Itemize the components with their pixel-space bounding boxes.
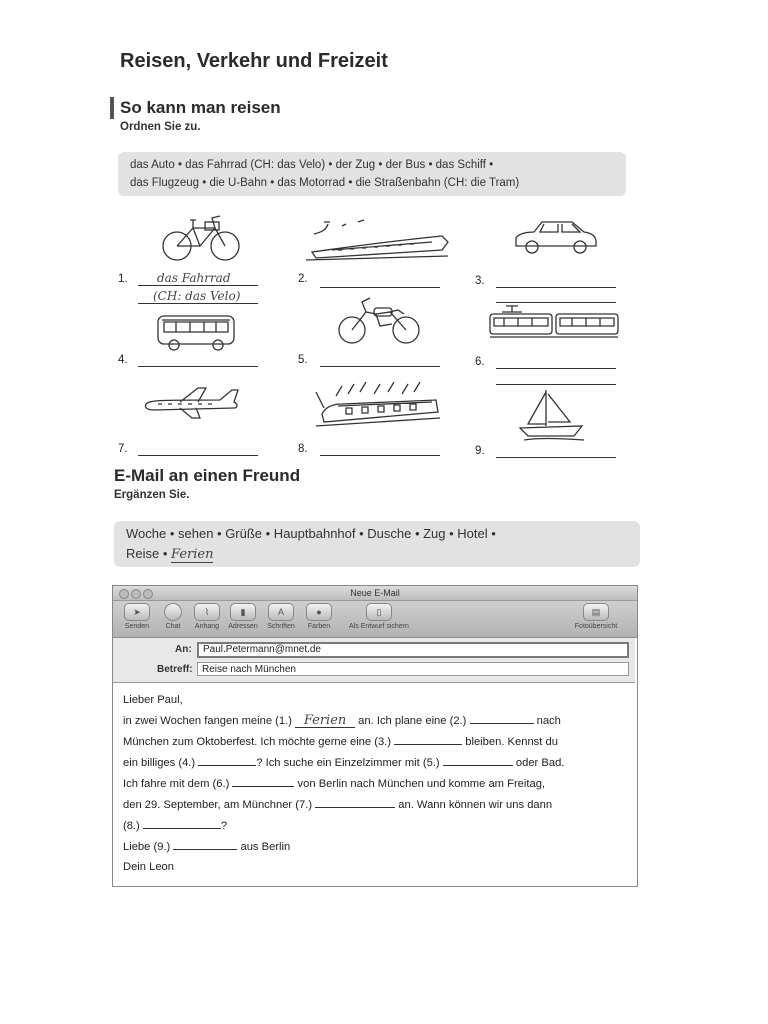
text-segment: an. Ich plane eine (2.)	[358, 715, 467, 727]
email-titlebar	[113, 586, 637, 601]
blank-1-filled: Ferien	[295, 716, 355, 728]
answer-line-6b	[496, 384, 616, 385]
answer-line-8[interactable]	[320, 455, 440, 456]
send-icon: ➤	[124, 603, 150, 621]
text-segment: aus Berlin	[240, 841, 291, 853]
blank-3[interactable]	[394, 733, 462, 745]
text-segment: oder Bad.	[515, 757, 565, 769]
text-segment: in zwei Wochen fangen meine (1.)	[123, 715, 292, 727]
send-button[interactable]	[117, 603, 157, 630]
text-segment: bleiben. Kennst du	[465, 736, 558, 748]
item-number-7: 7.	[118, 443, 128, 455]
word-box-email	[114, 521, 640, 567]
word-box-transport	[118, 152, 626, 196]
answer-line-1a	[138, 285, 258, 286]
subway-train-icon	[312, 378, 444, 435]
chat-icon	[164, 603, 182, 621]
answer-line-2[interactable]	[320, 287, 440, 288]
email-line-6	[123, 795, 628, 816]
chat-label: Chat	[165, 623, 181, 630]
answer-line-4[interactable]	[138, 366, 258, 367]
high-speed-train-icon	[302, 212, 452, 269]
attach-label: Anhang	[194, 623, 220, 630]
blank-5[interactable]	[443, 754, 513, 766]
instruction-ergaenzen: Ergänzen Sie.	[114, 489, 190, 501]
item-number-5: 5.	[298, 354, 308, 366]
email-line-4	[123, 753, 628, 774]
blank-2[interactable]	[470, 712, 534, 724]
minimize-window-icon[interactable]	[131, 589, 141, 599]
zoom-window-icon[interactable]	[143, 589, 153, 599]
answer-line-5[interactable]	[320, 366, 440, 367]
colors-label: Farben	[307, 623, 331, 630]
answer-line-6[interactable]	[496, 368, 616, 369]
email-window	[112, 585, 638, 887]
email-body[interactable]	[123, 690, 628, 876]
blank-9[interactable]	[173, 838, 237, 850]
section-heading-reisen: So kann man reisen	[120, 98, 281, 117]
color-wheel-icon: ●	[306, 603, 332, 621]
email-line-8	[123, 837, 628, 858]
car-icon	[510, 216, 600, 263]
fonts-icon: A	[268, 603, 294, 621]
send-label: Senden	[124, 623, 150, 630]
address-button[interactable]	[223, 603, 263, 630]
text-segment: ?	[220, 820, 228, 832]
subject-field[interactable]: Reise nach München	[197, 662, 629, 676]
email-word-list-line-1: Woche • sehen • Grüße • Hauptbahnhof • Dusche • Zug • Hotel •	[126, 526, 496, 541]
photo-browser-button[interactable]	[565, 603, 627, 630]
photo-browser-label: Fotoübersicht	[574, 623, 618, 630]
to-label: An:	[175, 644, 192, 655]
email-word-list-reise: Reise •	[126, 546, 172, 562]
address-book-icon: ▮	[230, 603, 256, 621]
text-segment: den 29. September, am Münchner (7.)	[123, 799, 313, 811]
save-draft-button[interactable]	[349, 603, 409, 630]
answer-line-7[interactable]	[138, 455, 258, 456]
subject-label: Betreff:	[157, 664, 193, 675]
handwritten-answer-1-ch: (CH: das Velo)	[153, 289, 241, 303]
email-line-3	[123, 732, 628, 753]
email-header-area	[113, 638, 635, 683]
email-toolbar	[113, 601, 637, 638]
attach-button[interactable]	[187, 603, 227, 630]
close-window-icon[interactable]	[119, 589, 129, 599]
email-line-7	[123, 816, 628, 837]
word-list-line-2: das Flugzeug • die U-Bahn • das Motorrad • die Straßenbahn (CH: die Tram)	[130, 177, 520, 190]
motorcycle-icon	[336, 294, 424, 351]
photo-browser-icon: ▤	[583, 603, 609, 621]
item-number-9: 9.	[475, 445, 485, 457]
blank-4[interactable]	[198, 754, 256, 766]
paperclip-icon: ⌇	[194, 603, 220, 621]
text-segment: München zum Oktoberfest. Ich möchte gerne eine (3.)	[123, 736, 392, 748]
page-title: Reisen, Verkehr und Freizeit	[120, 50, 388, 72]
bicycle-icon	[160, 208, 244, 269]
airplane-icon	[140, 384, 244, 427]
item-number-4: 4.	[118, 354, 128, 366]
text-segment: an. Wann können wir uns dann	[398, 799, 553, 811]
item-number-1: 1.	[118, 273, 128, 285]
item-number-8: 8.	[298, 443, 308, 455]
handwritten-answer-1: das Fahrrad	[157, 271, 231, 285]
email-greeting: Lieber Paul,	[123, 694, 183, 706]
tram-icon	[488, 302, 620, 345]
text-segment: Ich fahre mit dem (6.)	[123, 778, 230, 790]
text-segment: nach	[536, 715, 561, 727]
section-heading-email: E-Mail an einen Freund	[114, 466, 301, 485]
text-segment: ? Ich suche ein Einzelzimmer mit (5.)	[256, 757, 440, 769]
section-marker	[110, 97, 114, 119]
sailboat-icon	[516, 386, 588, 447]
blank-6[interactable]	[232, 775, 294, 787]
save-draft-label: Als Entwurf sichern	[349, 623, 409, 630]
item-number-6: 6.	[475, 356, 485, 368]
email-signature: Dein Leon	[123, 861, 175, 873]
blank-8[interactable]	[143, 817, 221, 829]
address-label: Adressen	[228, 623, 258, 630]
colors-button[interactable]	[299, 603, 339, 630]
draft-icon: ▯	[366, 603, 392, 621]
text-segment: von Berlin nach München und komme am Freitag,	[297, 778, 546, 790]
email-word-ferien-used: Ferien	[171, 547, 214, 563]
item-number-3: 3.	[475, 275, 485, 287]
fonts-label: Schriften	[267, 623, 295, 630]
bus-icon	[156, 312, 236, 357]
text-segment: (8.)	[123, 820, 140, 832]
instruction-ordnen: Ordnen Sie zu.	[120, 121, 201, 133]
text-segment: Liebe (9.)	[123, 841, 171, 853]
email-line-5	[123, 774, 628, 795]
answer-line-1b	[138, 303, 258, 304]
email-window-title: Neue E-Mail	[350, 588, 400, 598]
blank-7[interactable]	[315, 796, 395, 808]
email-word-list-line-2	[126, 544, 628, 565]
email-line-2	[123, 711, 628, 732]
fonts-button[interactable]	[261, 603, 301, 630]
answer-line-9[interactable]	[496, 457, 616, 458]
answer-line-3[interactable]	[496, 287, 616, 288]
to-field[interactable]: Paul.Petermann@mnet.de	[197, 642, 629, 658]
item-number-2: 2.	[298, 273, 308, 285]
text-segment: ein billiges (4.)	[123, 757, 196, 769]
word-list-line-1: das Auto • das Fahrrad (CH: das Velo) • der Zug • der Bus • das Schiff •	[130, 159, 494, 171]
